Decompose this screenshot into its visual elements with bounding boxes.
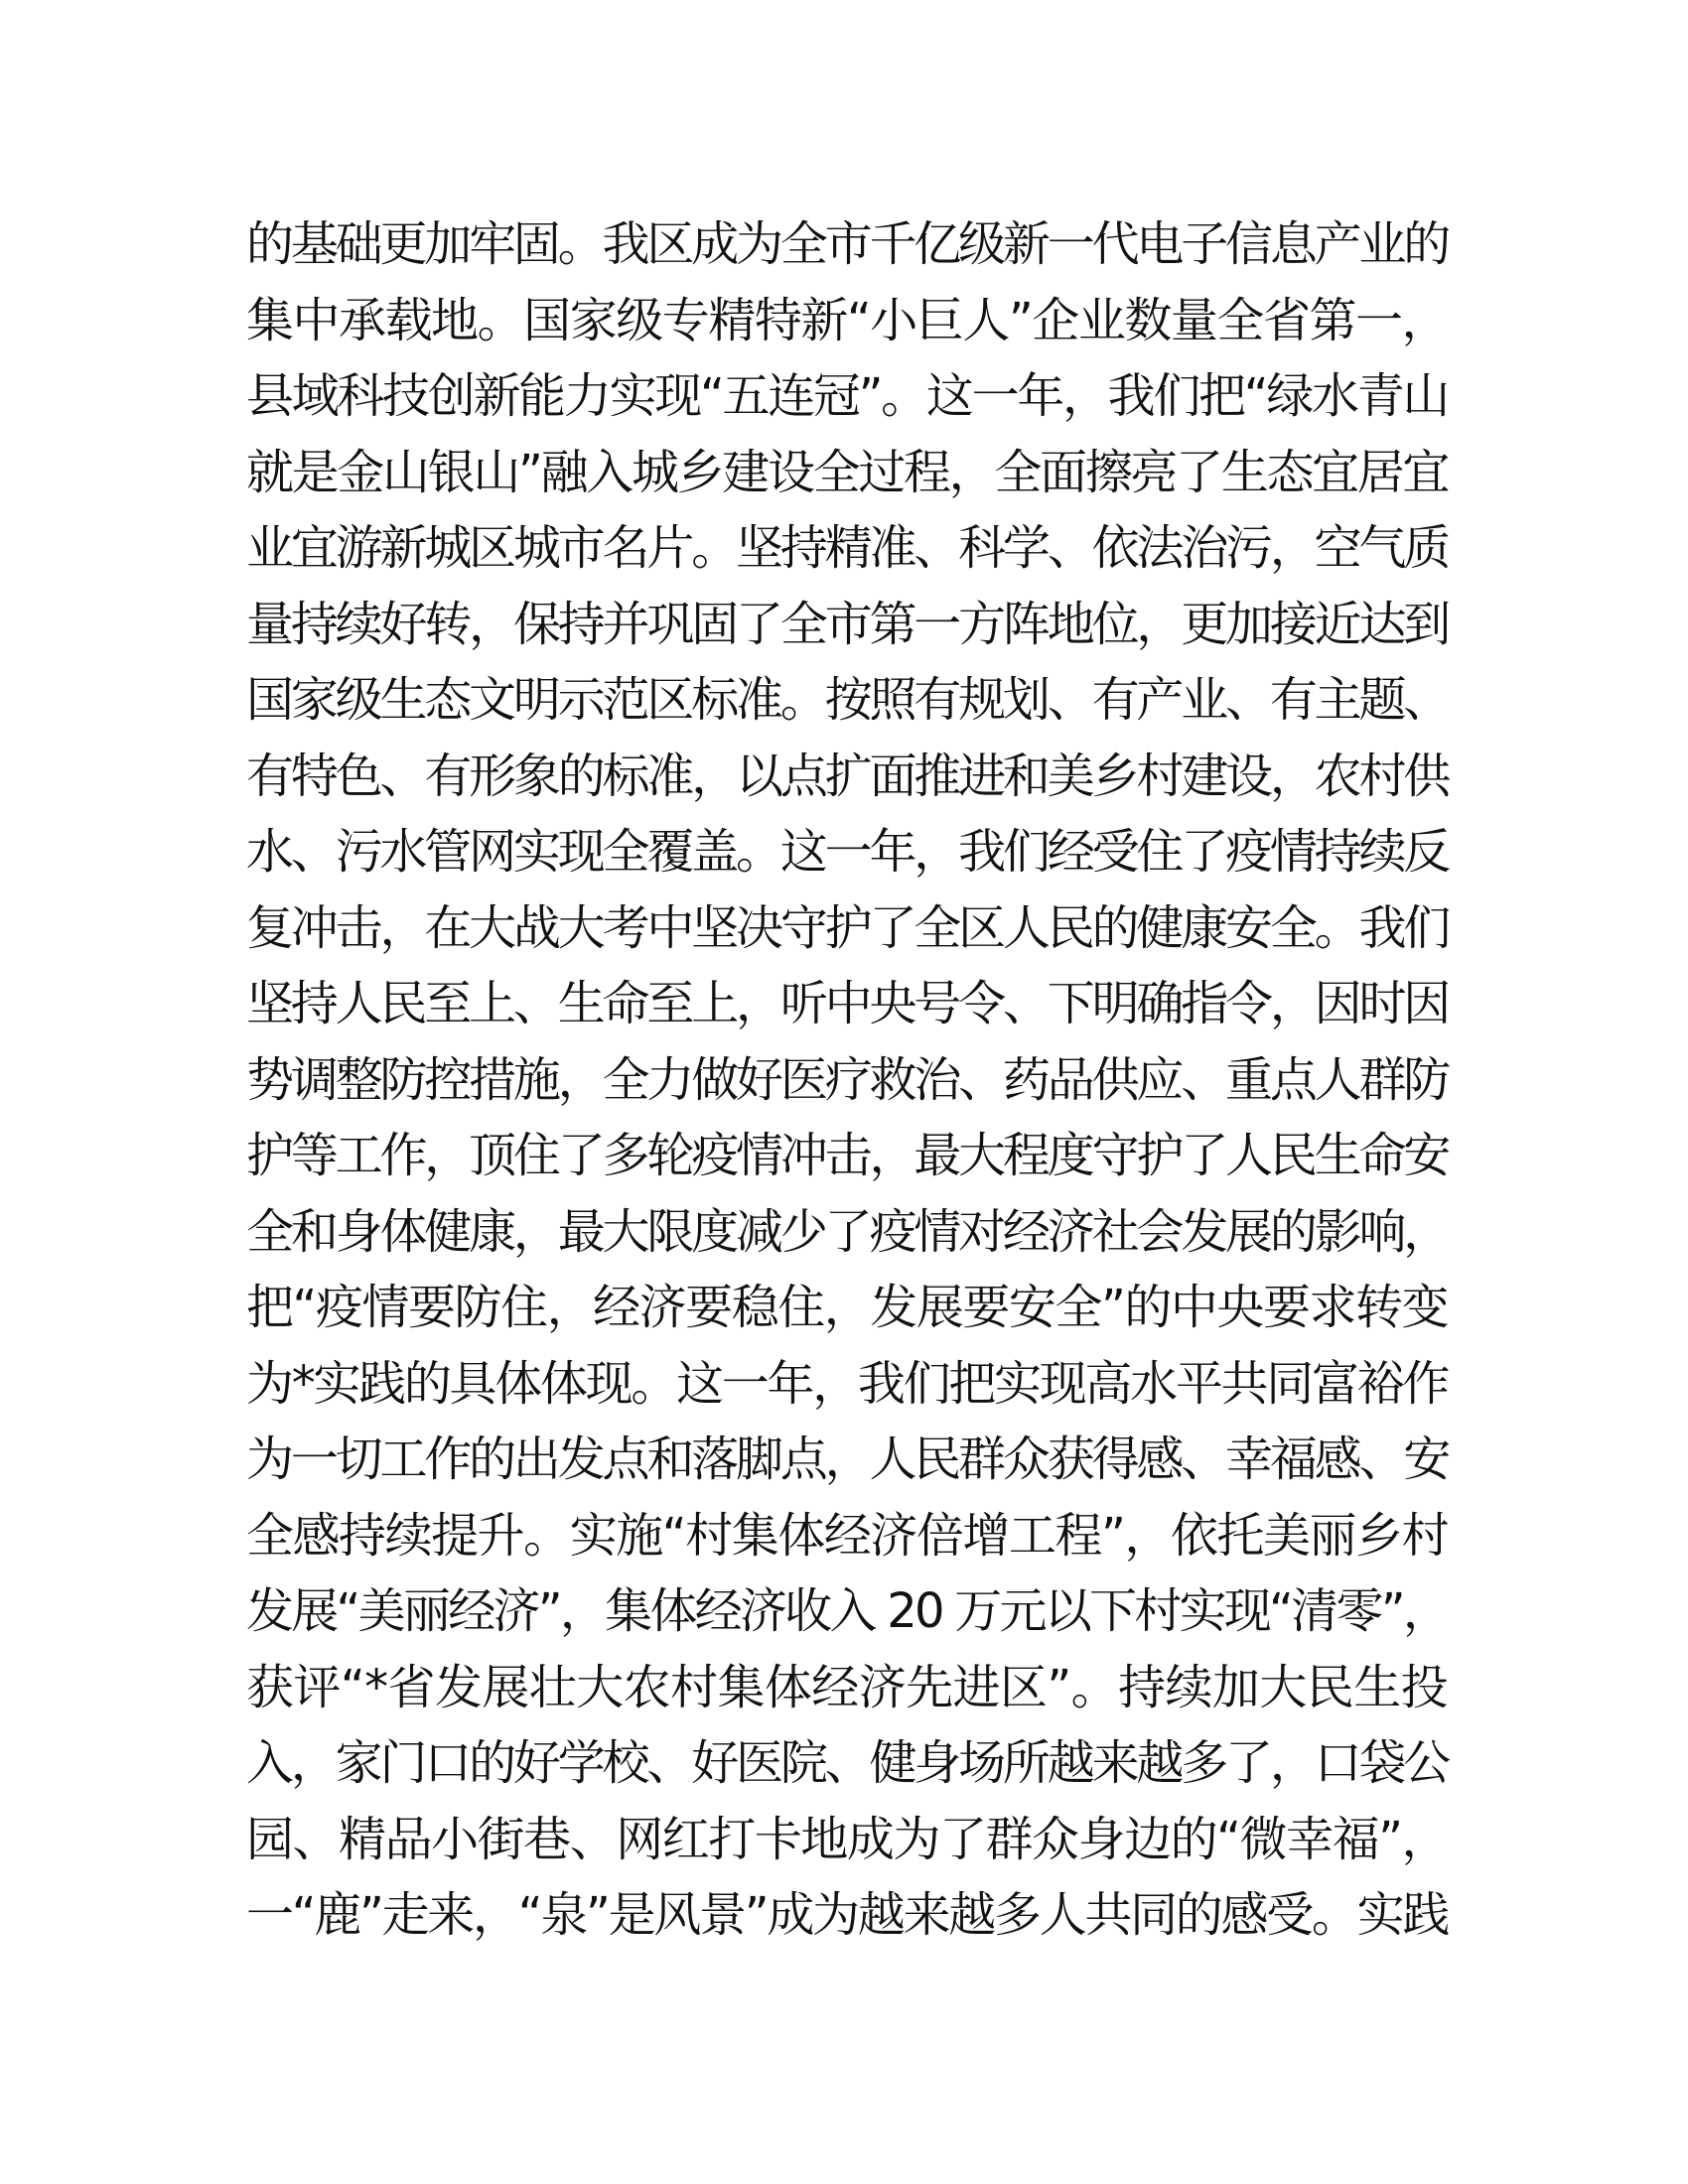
text-line-20: 获评“*省发展壮大农村集体经济先进区”。持续加大民生投: [246, 1659, 1448, 1715]
text-line-10: 复冲击，在大战大考中坚决守护了全区人民的健康安全。我们: [246, 899, 1448, 956]
text-line-1: 的基础更加牢固。我区成为全市千亿级新一代电子信息产业的: [246, 216, 1448, 272]
body-paragraph: [246, 206, 1448, 1954]
text-line-3: 县域科技创新能力实现“五连冠”。这一年，我们把“绿水青山: [246, 368, 1448, 424]
text-line-23: 一“鹿”走来，“泉”是风景”成为越来越多人共同的感受。实践: [246, 1887, 1448, 1943]
text-line-22: 园、精品小街巷、网红打卡地成为了群众身边的“微幸福”，: [246, 1811, 1448, 1867]
text-line-12: 势调整防控措施，全力做好医疗救治、药品供应、重点人群防: [246, 1051, 1448, 1108]
text-line-4: 就是金山银山”融入城乡建设全过程，全面擦亮了生态宜居宜: [246, 444, 1448, 500]
text-line-8: 有特色、有形象的标准，以点扩面推进和美乡村建设，农村供: [246, 748, 1448, 804]
text-line-15: 把“疫情要防住，经济要稳住，发展要安全”的中央要求转变: [246, 1280, 1448, 1335]
text-line-9: 水、污水管网实现全覆盖。这一年，我们经受住了疫情持续反: [246, 824, 1448, 880]
text-line-14: 全和身体健康，最大限度减少了疫情对经济社会发展的影响，: [246, 1203, 1448, 1260]
text-line-6: 量持续好转，保持并巩固了全市第一方阵地位，更加接近达到: [246, 596, 1448, 652]
text-line-18: 全感持续提升。实施“村集体经济倍增工程”，依托美丽乡村: [246, 1507, 1448, 1564]
text-line-21: 入，家门口的好学校、好医院、健身场所越来越多了，口袋公: [246, 1735, 1448, 1791]
text-line-2: 集中承载地。国家级专精特新“小巨人”企业数量全省第一，: [246, 292, 1448, 348]
text-line-17: 为一切工作的出发点和落脚点，人民群众获得感、幸福感、安: [246, 1432, 1448, 1487]
text-line-5: 业宜游新城区城市名片。坚持精准、科学、依法治污，空气质: [246, 520, 1448, 576]
text-line-7: 国家级生态文明示范区标准。按照有规划、有产业、有主题、: [246, 672, 1448, 728]
text-line-16: 为*实践的具体体现。这一年，我们把实现高水平共同富裕作: [246, 1355, 1448, 1412]
text-line-13: 护等工作，顶住了多轮疫情冲击，最大程度守护了人民生命安: [246, 1128, 1448, 1183]
text-line-19: 发展“美丽经济”，集体经济收入 20 万元以下村实现“清零”，: [246, 1583, 1448, 1639]
text-line-11: 坚持人民至上、生命至上，听中央号令、下明确指令，因时因: [246, 976, 1448, 1031]
